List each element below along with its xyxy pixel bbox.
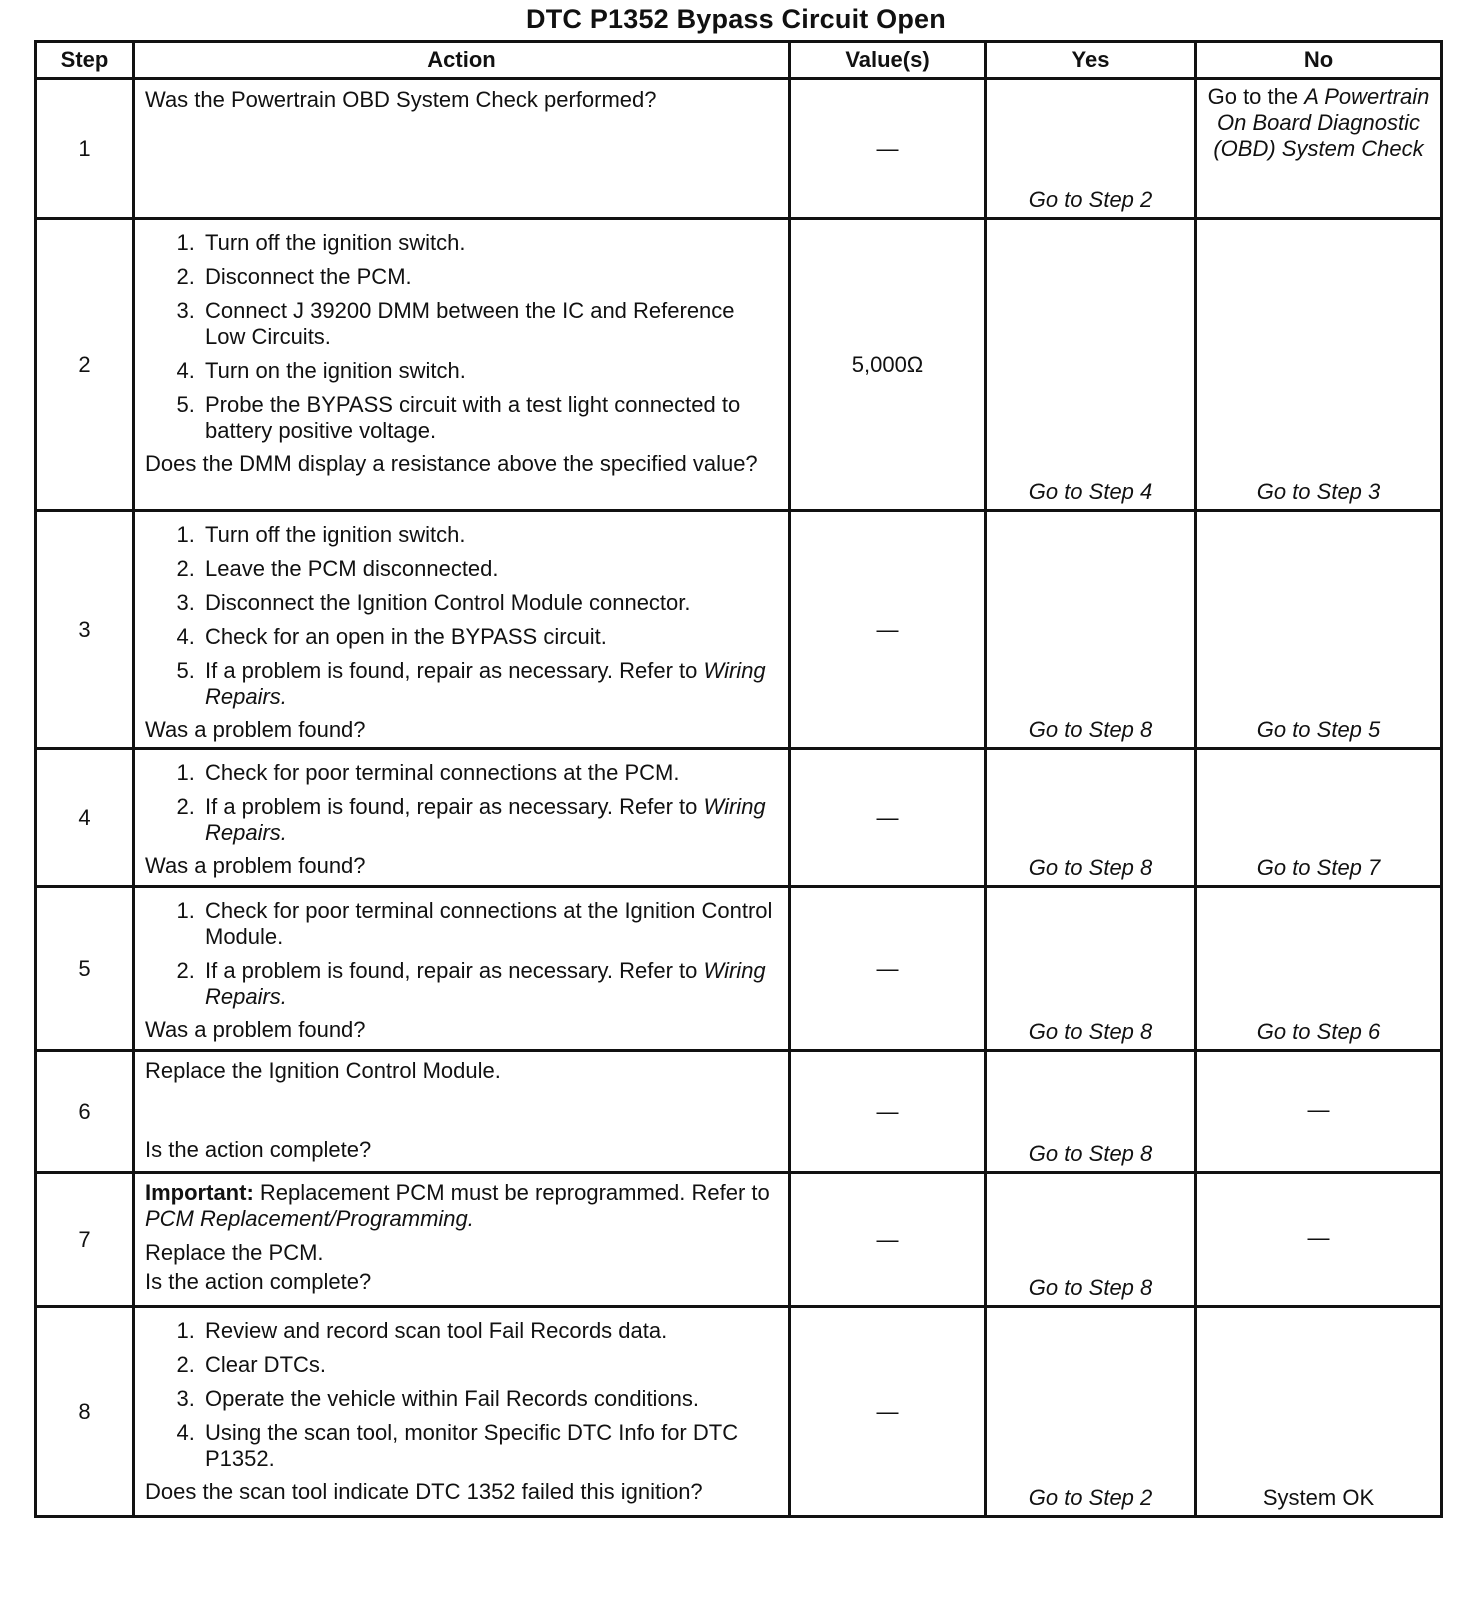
question-text: Was a problem found? bbox=[145, 717, 366, 742]
wiring-repairs-reference: Wiring Repairs. bbox=[205, 658, 766, 709]
step-number: 3 bbox=[36, 511, 134, 749]
yes-cell: Go to Step 8 bbox=[986, 511, 1196, 749]
action-text: Replace the Ignition Control Module. bbox=[145, 1058, 501, 1083]
value-cell: — bbox=[790, 887, 986, 1051]
list-item: 4. Check for an open in the BYPASS circuit. bbox=[201, 624, 780, 650]
list-item: 1. Check for poor terminal connections at the PCM. bbox=[201, 760, 780, 786]
step-number: 4 bbox=[36, 749, 134, 887]
header-values: Value(s) bbox=[790, 42, 986, 79]
table-header-row bbox=[36, 42, 1442, 79]
question-text: Does the scan tool indicate DTC 1352 failed this ignition? bbox=[145, 1479, 703, 1504]
list-item: 2. Disconnect the PCM. bbox=[201, 264, 780, 290]
yes-cell: Go to Step 8 bbox=[986, 1051, 1196, 1173]
list-item-text: If a problem is found, repair as necessary. Refer to bbox=[205, 794, 698, 819]
list-item: 3. Operate the vehicle within Fail Records conditions. bbox=[201, 1386, 780, 1412]
list-item: 4. Turn on the ignition switch. bbox=[201, 358, 780, 384]
yes-cell: Go to Step 4 bbox=[986, 219, 1196, 511]
yes-cell: Go to Step 8 bbox=[986, 887, 1196, 1051]
value-cell: — bbox=[790, 79, 986, 219]
no-cell: Go to Step 6 bbox=[1196, 887, 1442, 1051]
step-number: 5 bbox=[36, 887, 134, 1051]
list-item bbox=[201, 658, 780, 710]
wiring-repairs-reference: Wiring Repairs. bbox=[205, 958, 766, 1009]
important-note bbox=[145, 1180, 780, 1232]
value-cell: — bbox=[790, 1051, 986, 1173]
header-yes: Yes bbox=[986, 42, 1196, 79]
list-item: 2. Clear DTCs. bbox=[201, 1352, 780, 1378]
list-item-text: If a problem is found, repair as necessary. Refer to bbox=[205, 658, 698, 683]
step-number: 2 bbox=[36, 219, 134, 511]
action-cell bbox=[134, 1307, 790, 1517]
list-item: 1. Turn off the ignition switch. bbox=[201, 522, 780, 548]
table-row bbox=[36, 749, 1442, 887]
question-text: Is the action complete? bbox=[145, 1269, 372, 1294]
value-cell: — bbox=[790, 749, 986, 887]
action-cell bbox=[134, 219, 790, 511]
page-title: DTC P1352 Bypass Circuit Open bbox=[526, 4, 946, 34]
action-cell bbox=[134, 1173, 790, 1307]
action-cell bbox=[134, 1051, 790, 1173]
step-number: 6 bbox=[36, 1051, 134, 1173]
table-row bbox=[36, 887, 1442, 1051]
list-item bbox=[201, 794, 780, 846]
header-step: Step bbox=[36, 42, 134, 79]
table-row bbox=[36, 1307, 1442, 1517]
no-cell: — bbox=[1196, 1051, 1442, 1173]
obd-check-reference: A Powertrain On Board Diagnostic (OBD) System Check bbox=[1213, 84, 1430, 161]
question-text: Was a problem found? bbox=[145, 853, 366, 878]
no-cell: Go to Step 5 bbox=[1196, 511, 1442, 749]
list-item-text: If a problem is found, repair as necessary. Refer to bbox=[205, 958, 698, 983]
step-number: 1 bbox=[36, 79, 134, 219]
question-text: Is the action complete? bbox=[145, 1137, 372, 1162]
no-cell: Go to Step 3 bbox=[1196, 219, 1442, 511]
diagnostic-table bbox=[34, 40, 1443, 1518]
action-list bbox=[145, 522, 780, 710]
yes-cell: Go to Step 8 bbox=[986, 749, 1196, 887]
list-item: 2. Leave the PCM disconnected. bbox=[201, 556, 780, 582]
table-row bbox=[36, 79, 1442, 219]
list-item: 3. Disconnect the Ignition Control Module connector. bbox=[201, 590, 780, 616]
value-cell: 5,000Ω bbox=[790, 219, 986, 511]
no-cell: — bbox=[1196, 1173, 1442, 1307]
question-text: Does the DMM display a resistance above the specified value? bbox=[145, 451, 758, 476]
important-label: Important: bbox=[145, 1180, 254, 1205]
list-item bbox=[201, 958, 780, 1010]
step-number: 8 bbox=[36, 1307, 134, 1517]
list-item: 1. Review and record scan tool Fail Records data. bbox=[201, 1318, 780, 1344]
no-cell: System OK bbox=[1196, 1307, 1442, 1517]
value-cell: — bbox=[790, 1173, 986, 1307]
action-text: Replace the PCM. bbox=[145, 1240, 324, 1265]
value-cell: — bbox=[790, 511, 986, 749]
step-number: 7 bbox=[36, 1173, 134, 1307]
header-no: No bbox=[1196, 42, 1442, 79]
important-text: Replacement PCM must be reprogrammed. Refer to bbox=[259, 1180, 770, 1205]
action-list bbox=[145, 1318, 780, 1472]
yes-cell: Go to Step 8 bbox=[986, 1173, 1196, 1307]
no-cell bbox=[1196, 79, 1442, 219]
wiring-repairs-reference: Wiring Repairs. bbox=[205, 794, 766, 845]
table-row bbox=[36, 1173, 1442, 1307]
table-row bbox=[36, 219, 1442, 511]
list-item: 1. Check for poor terminal connections at the Ignition Control Module. bbox=[201, 898, 780, 950]
list-item: 1. Turn off the ignition switch. bbox=[201, 230, 780, 256]
question-text: Was a problem found? bbox=[145, 1017, 366, 1042]
action-cell bbox=[134, 749, 790, 887]
action-list bbox=[145, 230, 780, 444]
list-item: 3. Connect J 39200 DMM between the IC and Reference Low Circuits. bbox=[201, 298, 780, 350]
table-row bbox=[36, 511, 1442, 749]
list-item: 5. Probe the BYPASS circuit with a test light connected to battery positive voltage. bbox=[201, 392, 780, 444]
yes-cell: Go to Step 2 bbox=[986, 1307, 1196, 1517]
no-prefix: Go to the bbox=[1207, 84, 1299, 109]
yes-cell: Go to Step 2 bbox=[986, 79, 1196, 219]
action-list bbox=[145, 760, 780, 846]
pcm-programming-reference: PCM Replacement/Programming. bbox=[145, 1206, 474, 1231]
header-action: Action bbox=[134, 42, 790, 79]
action-cell bbox=[134, 79, 790, 219]
table-row bbox=[36, 1051, 1442, 1173]
question-text: Was the Powertrain OBD System Check performed? bbox=[145, 87, 657, 112]
list-item: 4. Using the scan tool, monitor Specific DTC Info for DTC P1352. bbox=[201, 1420, 780, 1472]
no-cell: Go to Step 7 bbox=[1196, 749, 1442, 887]
action-list bbox=[145, 898, 780, 1010]
value-cell: — bbox=[790, 1307, 986, 1517]
action-cell bbox=[134, 511, 790, 749]
action-cell bbox=[134, 887, 790, 1051]
